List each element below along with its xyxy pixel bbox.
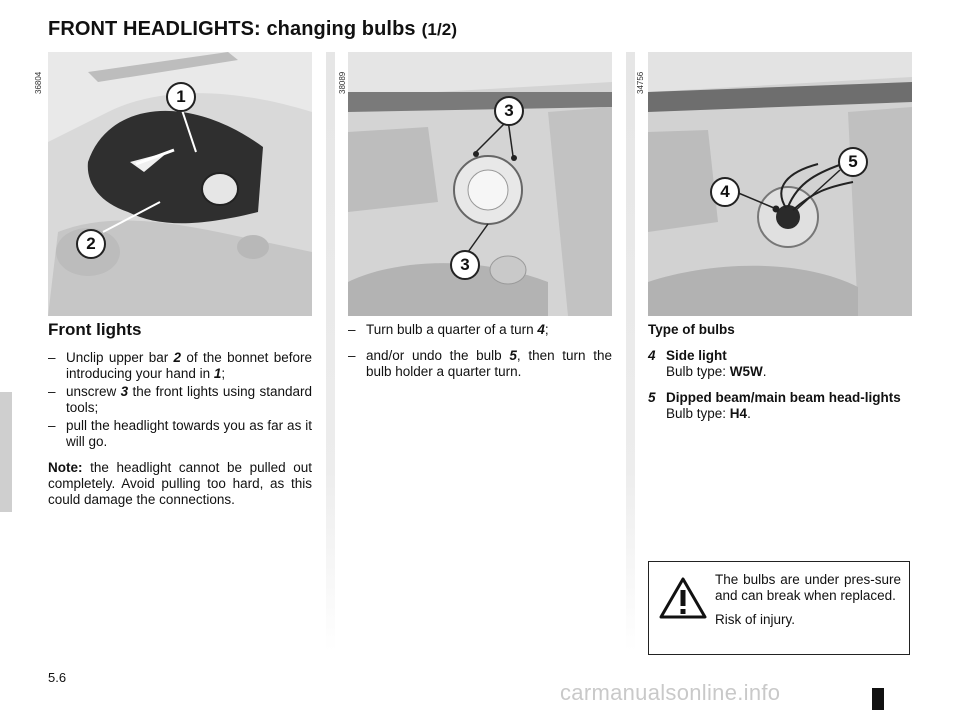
note-text: the headlight cannot be pulled out completely. Avoid pulling too hard, as this could damage the connections.	[48, 460, 312, 507]
page-title	[48, 18, 457, 41]
warning-text	[715, 572, 901, 628]
warning-icon	[659, 576, 707, 625]
callout-3: 3	[494, 96, 524, 126]
step-undo-bulb	[348, 348, 612, 380]
callout-2: 2	[76, 229, 106, 259]
callout-4: 4	[710, 177, 740, 207]
warning-box	[648, 561, 910, 655]
column-bulb-steps	[348, 322, 612, 382]
callout-5: 5	[838, 147, 868, 177]
section-heading: Front lights	[48, 320, 142, 339]
figure-code: 36804	[34, 71, 43, 94]
ref-number: 4	[537, 322, 545, 337]
step-unscrew	[48, 384, 312, 416]
step-turn-bulb	[348, 322, 612, 338]
bulb-type-label: Bulb type:	[666, 364, 730, 379]
page-number: 5.6	[48, 670, 67, 685]
step-pull: – pull the headlight towards you as far as it will go.	[48, 418, 312, 450]
bulb-item-4	[648, 348, 912, 380]
note	[48, 460, 312, 508]
punct: .	[747, 406, 751, 421]
figure-bulb-holder	[648, 52, 912, 316]
step-text: , then turn the bulb holder a quarter turn.	[366, 348, 612, 379]
item-number: 5	[648, 390, 656, 405]
ref-number: 1	[213, 366, 222, 381]
corner-mark	[872, 688, 884, 710]
item-label: Dipped beam/main beam head-lights	[666, 390, 901, 405]
item-number: 4	[648, 348, 656, 363]
step-unclip	[48, 350, 312, 382]
punct: .	[762, 364, 767, 379]
title-text: FRONT HEADLIGHTS: changing bulbs	[48, 18, 416, 40]
ref-number: 2	[173, 350, 182, 365]
bulb-type	[666, 406, 912, 422]
bulb-type-value: W5W	[729, 364, 763, 379]
note-label: Note:	[48, 460, 83, 475]
warning-risk: Risk of injury.	[715, 612, 796, 627]
figure-code: 34756	[636, 71, 645, 94]
bulb-type	[666, 364, 912, 380]
ref-number: 3	[120, 384, 129, 399]
warning-message: The bulbs are under pres-sure and can break when replaced.	[715, 572, 901, 603]
step-text: and/or undo the bulb	[366, 348, 510, 363]
title-part: (1/2)	[421, 20, 458, 39]
column-divider	[326, 52, 335, 652]
column-front-lights	[48, 322, 312, 508]
callout-1: 1	[166, 82, 196, 112]
step-text: of the bonnet before introducing your hand in	[66, 350, 312, 381]
bulb-item-5	[648, 390, 912, 422]
bulb-type-value: H4	[729, 406, 748, 421]
step-text: ;	[544, 322, 549, 337]
figure-code: 38089	[338, 71, 347, 94]
step-text: the front lights using standard tools;	[66, 384, 312, 415]
section-heading: Type of bulbs	[648, 322, 735, 337]
section-tab	[0, 392, 12, 512]
step-text: ;	[221, 366, 226, 381]
step-text: unscrew	[66, 384, 121, 399]
watermark: carmanualsonline.info	[560, 680, 781, 705]
column-bulb-types	[648, 322, 912, 422]
callout-3: 3	[450, 250, 480, 280]
bulb-type-label: Bulb type:	[666, 406, 730, 421]
figure-headlight-unit	[348, 52, 612, 316]
item-label: Side light	[666, 348, 727, 363]
step-text: Turn bulb a quarter of a turn	[366, 322, 538, 337]
ref-number: 5	[509, 348, 517, 363]
step-text: Unclip upper bar	[66, 350, 174, 365]
column-divider	[626, 52, 635, 652]
